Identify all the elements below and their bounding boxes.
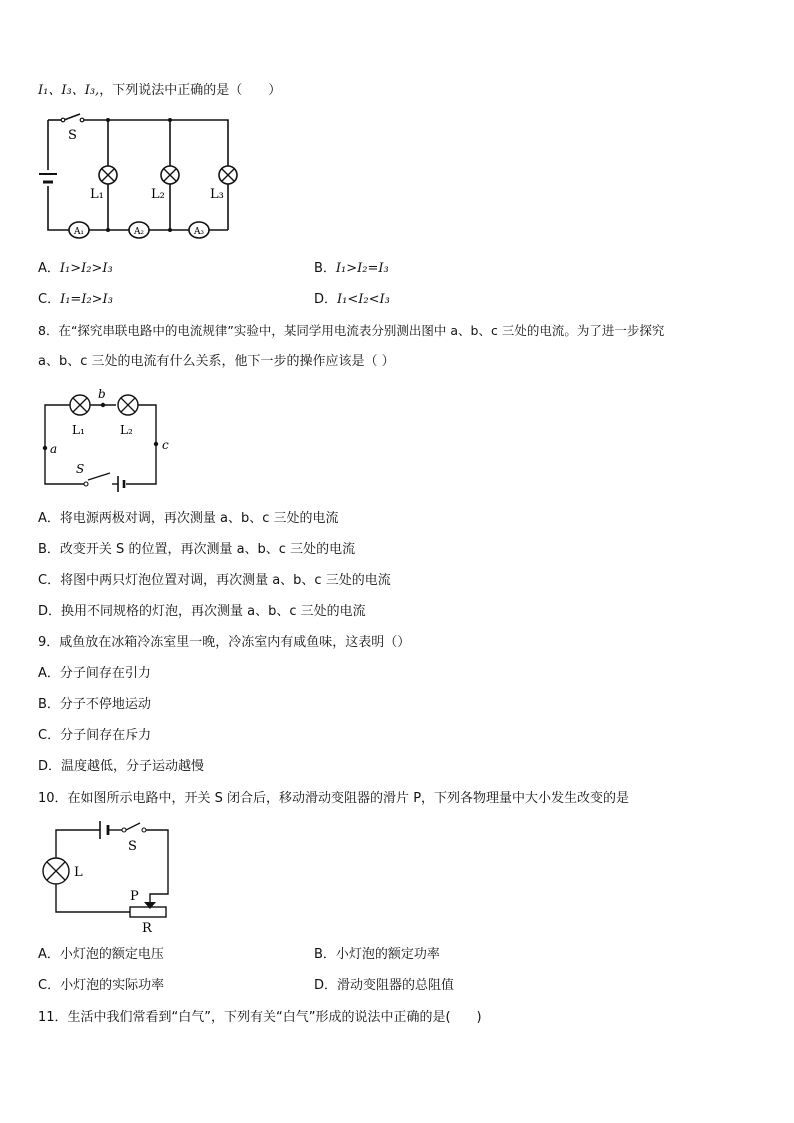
lamp-l2 bbox=[161, 166, 179, 184]
lamp-l bbox=[43, 858, 69, 884]
q10-lamp-label: L bbox=[74, 865, 83, 880]
q7-option-a[interactable]: A．I₁>I₂>I₃ bbox=[38, 261, 113, 276]
q8-stem-line2: a、b、c 三处的电流有什么关系，他下一步的操作应该是（ ） bbox=[38, 354, 395, 369]
q10-option-d[interactable]: D．滑动变阻器的总阻值 bbox=[314, 978, 455, 993]
q7-ammeter-label-3: A₃ bbox=[193, 227, 205, 237]
q7-switch-label: S bbox=[68, 128, 77, 143]
q10-option-a[interactable]: A．小灯泡的额定电压 bbox=[38, 947, 164, 962]
q10-option-b[interactable]: B．小灯泡的额定功率 bbox=[314, 947, 440, 962]
q8-switch-label: S bbox=[76, 462, 85, 476]
q8-stem-line1: 8．在“探究串联电路中的电流规律”实验中，某同学用电流表分别测出图中 a、b、c 三处的电流。为了进一步探究 bbox=[38, 323, 665, 338]
q8-lamp-label-2: L₂ bbox=[120, 423, 133, 437]
q7-stem-math: I₁、I₃、I₃, bbox=[38, 83, 100, 98]
q8-point-c: c bbox=[162, 438, 169, 452]
q9-option-c[interactable]: C．分子间存在斥力 bbox=[38, 728, 152, 743]
lamp-l3 bbox=[219, 166, 237, 184]
q7-stem bbox=[38, 82, 281, 100]
q7-lamp-label-2: L₂ bbox=[151, 187, 165, 202]
q8-option-a[interactable]: A．将电源两极对调，再次测量 a、b、c 三处的电流 bbox=[38, 511, 339, 526]
q8-point-a: a bbox=[50, 442, 58, 456]
q11-stem: 11．生活中我们常看到“白气”，下列有关“白气”形成的说法中正确的是( ) bbox=[38, 1010, 482, 1025]
q8-option-b[interactable]: B．改变开关 S 的位置，再次测量 a、b、c 三处的电流 bbox=[38, 542, 356, 557]
q8-circuit-diagram bbox=[40, 386, 180, 496]
q7-option-b[interactable]: B．I₁>I₂=I₃ bbox=[314, 261, 389, 276]
q7-stem-tail: ，下列说法中正确的是（ ） bbox=[99, 83, 282, 98]
q10-slider-label: P bbox=[130, 889, 139, 904]
q8-point-b: b bbox=[98, 387, 106, 401]
lamp-l1 bbox=[70, 395, 90, 415]
lamp-l2 bbox=[118, 395, 138, 415]
q7-option-c[interactable]: C．I₁=I₂>I₃ bbox=[38, 292, 113, 307]
q8-option-d[interactable]: D．换用不同规格的灯泡，再次测量 a、b、c 三处的电流 bbox=[38, 604, 366, 619]
q7-ammeter-label-1: A₁ bbox=[73, 227, 85, 237]
q7-circuit-diagram bbox=[38, 112, 248, 244]
q10-resistor-label: R bbox=[142, 921, 152, 936]
q7-option-d[interactable]: D．I₁<I₂<I₃ bbox=[314, 292, 390, 307]
q10-stem: 10．在如图所示电路中，开关 S 闭合后，移动滑动变阻器的滑片 P，下列各物理量中大小发生改变的是 bbox=[38, 791, 630, 806]
q8-option-c[interactable]: C．将图中两只灯泡位置对调，再次测量 a、b、c 三处的电流 bbox=[38, 573, 391, 588]
slider-resistor bbox=[130, 907, 166, 917]
q9-option-b[interactable]: B．分子不停地运动 bbox=[38, 697, 151, 712]
q9-option-d[interactable]: D．温度越低，分子运动越慢 bbox=[38, 759, 205, 774]
q8-lamp-label-1: L₁ bbox=[72, 423, 85, 437]
q9-stem: 9．咸鱼放在冰箱冷冻室里一晚，冷冻室内有咸鱼味，这表明（） bbox=[38, 635, 411, 650]
q7-lamp-label-3: L₃ bbox=[210, 187, 224, 202]
q10-switch-label: S bbox=[128, 839, 137, 854]
q7-lamp-label-1: L₁ bbox=[90, 187, 104, 202]
lamp-l1 bbox=[99, 166, 117, 184]
q9-option-a[interactable]: A．分子间存在引力 bbox=[38, 666, 151, 681]
q10-option-c[interactable]: C．小灯泡的实际功率 bbox=[38, 978, 165, 993]
q10-circuit-diagram bbox=[38, 818, 178, 936]
q7-ammeter-label-2: A₂ bbox=[133, 227, 145, 237]
